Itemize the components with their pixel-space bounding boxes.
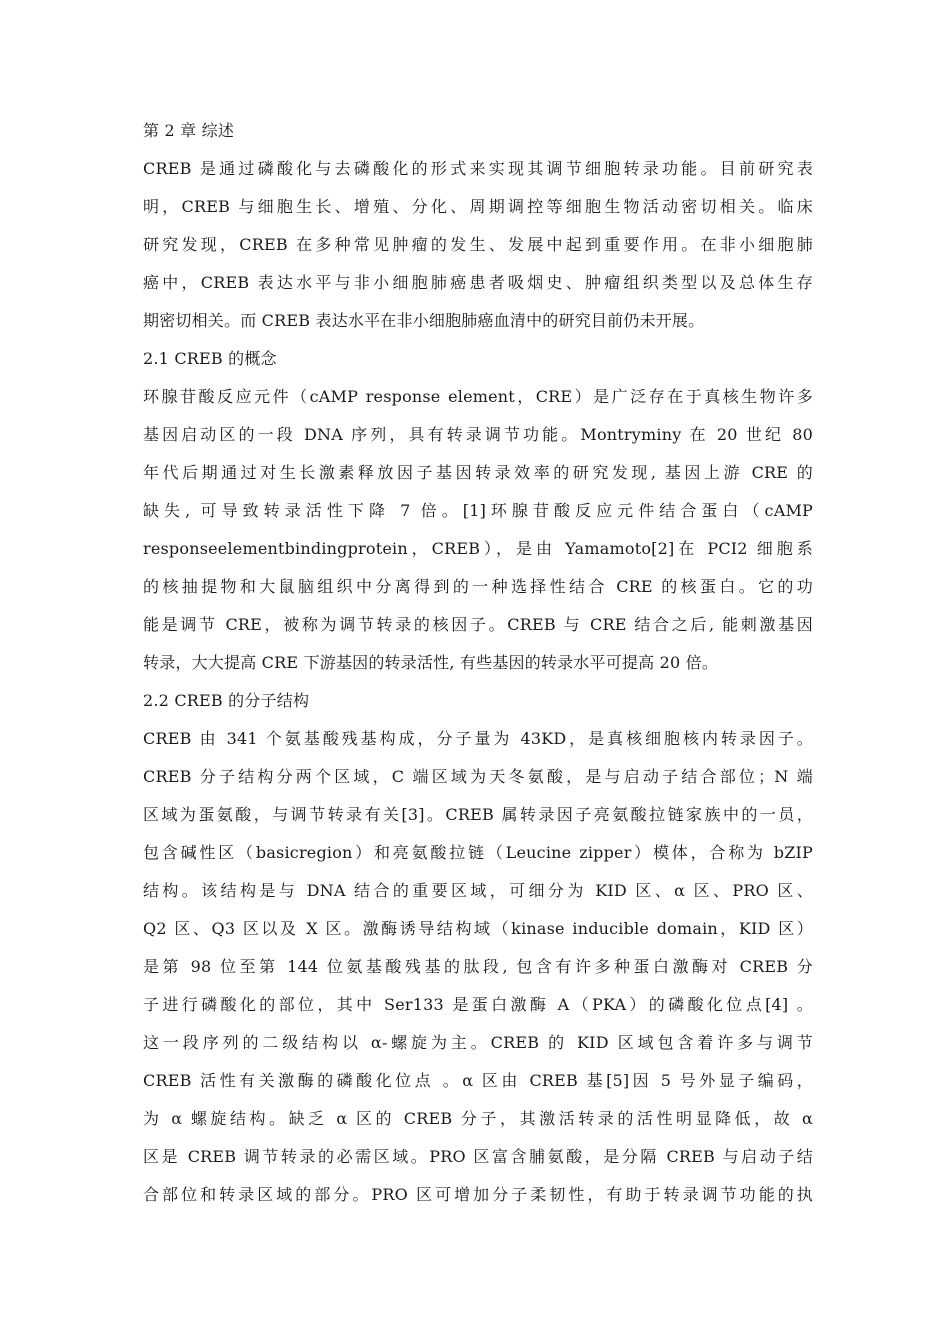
chapter-heading: 第 2 章 综述: [143, 121, 235, 140]
paragraph-line: 包含碱性区（basicregion）和亮氨酸拉链（Leucine zipper）模体，合称为 bZIP: [143, 843, 813, 862]
paragraph-line: 期密切相关。而 CREB 表达水平在非小细胞肺癌血清中的研究目前仍未开展。: [143, 311, 705, 330]
paragraph-line: CREB 由 341 个氨基酸残基构成，分子量为 43KD，是真核细胞核内转录因子。: [143, 729, 813, 748]
paragraph-line: 是第 98 位至第 144 位氨基酸残基的肽段, 包含有许多种蛋白激酶对 CREB 分: [143, 957, 813, 976]
section-heading: 2.1 CREB 的概念: [143, 349, 277, 368]
paragraph-line: 这一段序列的二级结构以 α-螺旋为主。CREB 的 KID 区域包含着许多与调节: [143, 1033, 813, 1052]
paragraph-line: CREB 分子结构分两个区域，C 端区域为天冬氨酸，是与启动子结合部位；N 端: [143, 767, 813, 786]
section-heading: 2.2 CREB 的分子结构: [143, 691, 310, 710]
paragraph-line: Q2 区、Q3 区以及 X 区。激酶诱导结构域（kinase inducible domain，KID 区）: [143, 919, 813, 938]
paragraph-line: 结构。该结构是与 DNA 结合的重要区域，可细分为 KID 区、α 区、PRO 区、: [143, 881, 813, 900]
paragraph-line: 区域为蛋氨酸，与调节转录有关[3]。CREB 属转录因子亮氨酸拉链家族中的一员，: [143, 805, 813, 824]
paragraph-line: 明，CREB 与细胞生长、增殖、分化、周期调控等细胞生物活动密切相关。临床: [143, 197, 813, 216]
paragraph-line: 子进行磷酸化的部位，其中 Ser133 是蛋白激酶 A（PKA）的磷酸化位点[4] 。: [143, 995, 813, 1014]
paragraph-line: 为 α 螺旋结构。缺乏 α 区的 CREB 分子，其激活转录的活性明显降低，故 α: [143, 1109, 813, 1128]
paragraph-line: 癌中，CREB 表达水平与非小细胞肺癌患者吸烟史、肿瘤组织类型以及总体生存: [143, 273, 813, 292]
paragraph-line: responseelementbindingprotein，CREB），是由 Yamamoto[2]在 PCI2 细胞系: [143, 539, 813, 558]
paragraph-line: 能是调节 CRE，被称为调节转录的核因子。CREB 与 CRE 结合之后, 能刺激基因: [143, 615, 813, 634]
paragraph-line: 合部位和转录区域的部分。PRO 区可增加分子柔韧性，有助于转录调节功能的执: [143, 1185, 813, 1204]
paragraph-line: 年代后期通过对生长激素释放因子基因转录效率的研究发现, 基因上游 CRE 的: [143, 463, 813, 482]
paragraph-line: 的核抽提物和大鼠脑组织中分离得到的一种选择性结合 CRE 的核蛋白。它的功: [143, 577, 813, 596]
paragraph-line: 环腺苷酸反应元件（cAMP response element，CRE）是广泛存在于真核生物许多: [143, 387, 813, 406]
paragraph-line: 区是 CREB 调节转录的必需区域。PRO 区富含脯氨酸，是分隔 CREB 与启动子结: [143, 1147, 813, 1166]
paragraph-line: 转录，大大提高 CRE 下游基因的转录活性, 有些基因的转录水平可提高 20 倍。: [143, 653, 719, 672]
paragraph-line: CREB 是通过磷酸化与去磷酸化的形式来实现其调节细胞转录功能。目前研究表: [143, 159, 813, 178]
paragraph-line: 基因启动区的一段 DNA 序列，具有转录调节功能。Montryminy 在 20 世纪 80: [143, 425, 813, 444]
paragraph-line: 缺失, 可导致转录活性下降 7 倍。[1]环腺苷酸反应元件结合蛋白（cAMP: [143, 501, 813, 520]
paragraph-line: CREB 活性有关激酶的磷酸化位点 。α 区由 CREB 基[5]因 5 号外显子编码，: [143, 1071, 813, 1090]
paragraph-line: 研究发现，CREB 在多种常见肿瘤的发生、发展中起到重要作用。在非小细胞肺: [143, 235, 813, 254]
